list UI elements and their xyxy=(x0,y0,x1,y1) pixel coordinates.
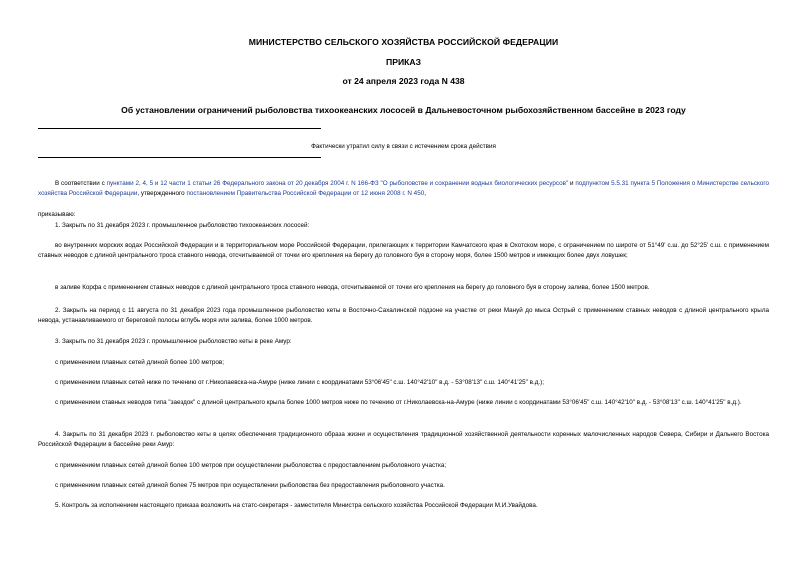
paragraph: 5. Контроль за исполнением настоящего приказа возложить на статс-секретаря - заместителя Министра сельского хозяйства Российской Федерации М.И.Увайдова. xyxy=(55,502,538,509)
divider-bottom xyxy=(38,157,321,158)
doc-date-number: от 24 апреля 2023 года N 438 xyxy=(342,76,465,86)
paragraph: 3. Закрыть по 31 декабря 2023 г. промышленное рыболовство кеты в реке Амур: xyxy=(55,338,292,345)
doc-subject: Об установлении ограничений рыболовства тихоокеанских лососей в Дальневосточном рыбохозяйственном бассейне в 2023 году xyxy=(121,105,686,115)
paragraph: во внутренних морских водах Российской Федерации и в территориальном море Российской Федерации, прилегающих к территории Камчатского края в Охотском море, с ограничением по широте от 51°49' с.ш. до 52°25' с.ш. с применением ставных неводов с длиной центрального троса ставного невода, отсчитываемой от точки его крепления на берегу до головного буя в сторону моря, более 1500 метров и имеющих более двух ловушек; xyxy=(38,242,769,259)
doc-type: ПРИКАЗ xyxy=(386,57,421,67)
paragraph: с применением плавных сетей ниже по течению от г.Николаевска-на-Амуре (ниже линии с координатами 53°06'45" с.ш. 140°42'10" в.д. - 53°08'13" с.ш. 140°41'25" в.д.); xyxy=(55,379,544,386)
decree-link[interactable]: постановлением Правительства Российской Федерации от 12 июня 2008 г. N 450 xyxy=(186,190,425,197)
paragraph: 2. Закрыть на период с 11 августа по 31 декабря 2023 года промышленное рыболовство кеты в Восточно-Сахалинской подзоне на участке от реки Мануй до мыса Острый с применением ставных неводов с длиной центрального крыла невода, устанавливаемого от береговой полосы вглубь моря или залива, более 1000 метров. xyxy=(38,307,769,324)
ministry-title: МИНИСТЕРСТВО СЕЛЬСКОГО ХОЗЯЙСТВА РОССИЙСКОЙ ФЕДЕРАЦИИ xyxy=(248,37,559,47)
paragraph: с применением плавных сетей длиной более 100 метров при осуществлении рыболовства с предоставлением рыболовного участка; xyxy=(55,462,447,469)
order-word: приказываю: xyxy=(38,211,76,218)
divider-top xyxy=(38,128,321,129)
paragraph: 4. Закрыть по 31 декабря 2023 г. рыболовство кеты в целях обеспечения традиционного образа жизни и осуществления традиционной хозяйственной деятельности коренных малочисленных народов Севера, Сибири и Дальнего Востока Российской Федерации в бассейне реки Амур: xyxy=(38,431,769,448)
paragraph: 1. Закрыть по 31 декабря 2023 г. промышленное рыболовство тихоокеанских лососей: xyxy=(55,222,310,229)
paragraph: с применением плавных сетей длиной более 100 метров; xyxy=(55,359,224,366)
paragraph: в заливе Корфа с применением ставных неводов с длиной центрального троса ставного невода, отсчитываемой от точки его крепления на берегу до головного буя в сторону залива, более 1500 метров. xyxy=(55,284,650,291)
status-note: Фактически утратил силу в связи с истечением срока действия xyxy=(311,143,496,150)
paragraph: с применением плавных сетей длиной более 75 метров при осуществлении рыболовства без предоставления рыболовного участка. xyxy=(55,482,445,489)
law-link[interactable]: пунктами 2, 4, 5 и 12 части 1 статьи 26 Федерального закона от 20 декабря 2004 г. N 166-ФЗ "О рыболовстве и сохранении водных биологических ресурсов" xyxy=(106,180,569,187)
regulation-link[interactable]: подпунктом 5.5.31 пункта 5 Положения о Министерстве сельского хозяйства Российской Федерации xyxy=(38,180,769,197)
preamble: В соответствии с пунктами 2, 4, 5 и 12 части 1 статьи 26 Федерального закона от 20 декабря 2004 г. N 166-ФЗ "О рыболовстве и сохранении водных биологических ресурсов" и подпунктом 5.5.31 пункта 5 Положения о Министерстве сельского хозяйства Российской Федерации, утвержденного постановлением Правительства Российской Федерации от 12 июня 2008 г. N 450, xyxy=(38,180,769,197)
paragraph: с применением ставных неводов типа "заездок" с длиной центрального крыла более 1000 метров ниже по течению от г.Николаевска-на-Амуре (ниже линии с координатами 53°06'45" с.ш. 140°42'10" в.д. - 53°08'13" с.ш. 140°41'25" в.д.). xyxy=(55,399,742,406)
